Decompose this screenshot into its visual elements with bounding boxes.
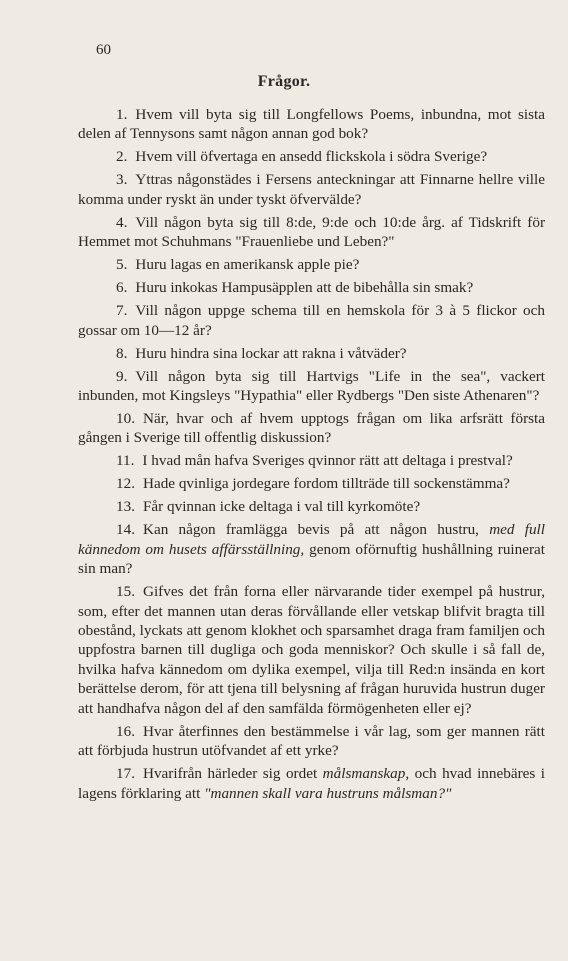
question: 16. Hvar återfinnes den bestämmelse i vår lag, som ger mannen rätt att förbjuda hustrun utöfvandet af ett yrke? [78,722,545,760]
question: 10. När, hvar och af hvem upptogs frågan om lika arfsrätt första gången i Sverige till offentlig diskussion? [78,410,545,447]
question: 8. Huru hindra sina lockar att rakna i våtväder? [116,344,407,362]
question: 13. Får qvinnan icke deltaga i val till kyrkomöte? [116,498,421,516]
question: 7. Vill någon uppge schema till en hemskola för 3 à 5 flickor och gossar om 10—12 år? [78,302,545,339]
page-number: 60 [96,42,111,58]
question: 9. Vill någon byta sig till Hartvigs "Life in the sea", vackert inbunden, mot Kingsleys "Hypathia" eller Rydbergs "Den siste Athenaren"? [78,367,545,405]
italic-phrase: "mannen skall vara hustruns målsman?" [204,784,452,802]
question: 6. Huru inkokas Hampusäpplen att de bibehålla sin smak? [116,279,474,297]
question: 17. Hvarifrån härleder sig ordet målsmanskap, och hvad innebäres i lagens förklaring att "mannen skall vara hustruns målsman?" [78,765,545,802]
question: 3. Yttras någonstädes i Fersens anteckningar att Finnarne hellre ville komma under ryskt än under tyskt öfvervälde? [78,171,545,208]
question: 2. Hvem vill öfvertaga en ansedd flickskola i södra Sverige? [116,148,488,166]
question: 12. Hade qvinliga jordegare fordom tillträde till sockenstämma? [116,475,510,493]
question: 15. Gifves det från forna eller närvarande tider exempel på hustrur, som, efter det mannen utan deras förvållande eller vetskap blifvit bragta till obestånd, lyckats att genom klokhet och sparsamhet draga fram familjen och uppfostra barnen till dugliga och goda menniskor? Och skulle i så fall de, hvilka hafva kännedom om dylika exempel, vilja till Red:n insända en kort berättelse derom, för att tjena till belysning af frågan huruvida hustrun duger att handhafva någon del af den samfälda förmögenheten eller ej? [78,583,545,717]
question: 4. Vill någon byta sig till 8:de, 9:de och 10:de årg. af Tidskrift för Hemmet mot Schuhmans "Frauenliebe und Leben?" [78,213,545,251]
question: 14. Kan någon framlägga bevis på att någon hustru, med full kännedom om husets affärsställning, genom oförnuftig hushållning ruinerat sin man? [78,521,546,578]
page-title: Frågor. [257,73,311,90]
question: 1. Hvem vill byta sig till Longfellows Poems, inbundna, mot sista delen af Tennysons samt någon annan god bok? [78,106,545,143]
questions-list [78,105,545,807]
question: 5. Huru lagas en amerikansk apple pie? [116,256,360,274]
italic-phrase: med full kännedom om husets affärsställning, [78,521,545,558]
italic-phrase: målsmanskap, [322,765,410,783]
question: 11. I hvad mån hafva Sveriges qvinnor rätt att deltaga i prestval? [116,452,513,470]
